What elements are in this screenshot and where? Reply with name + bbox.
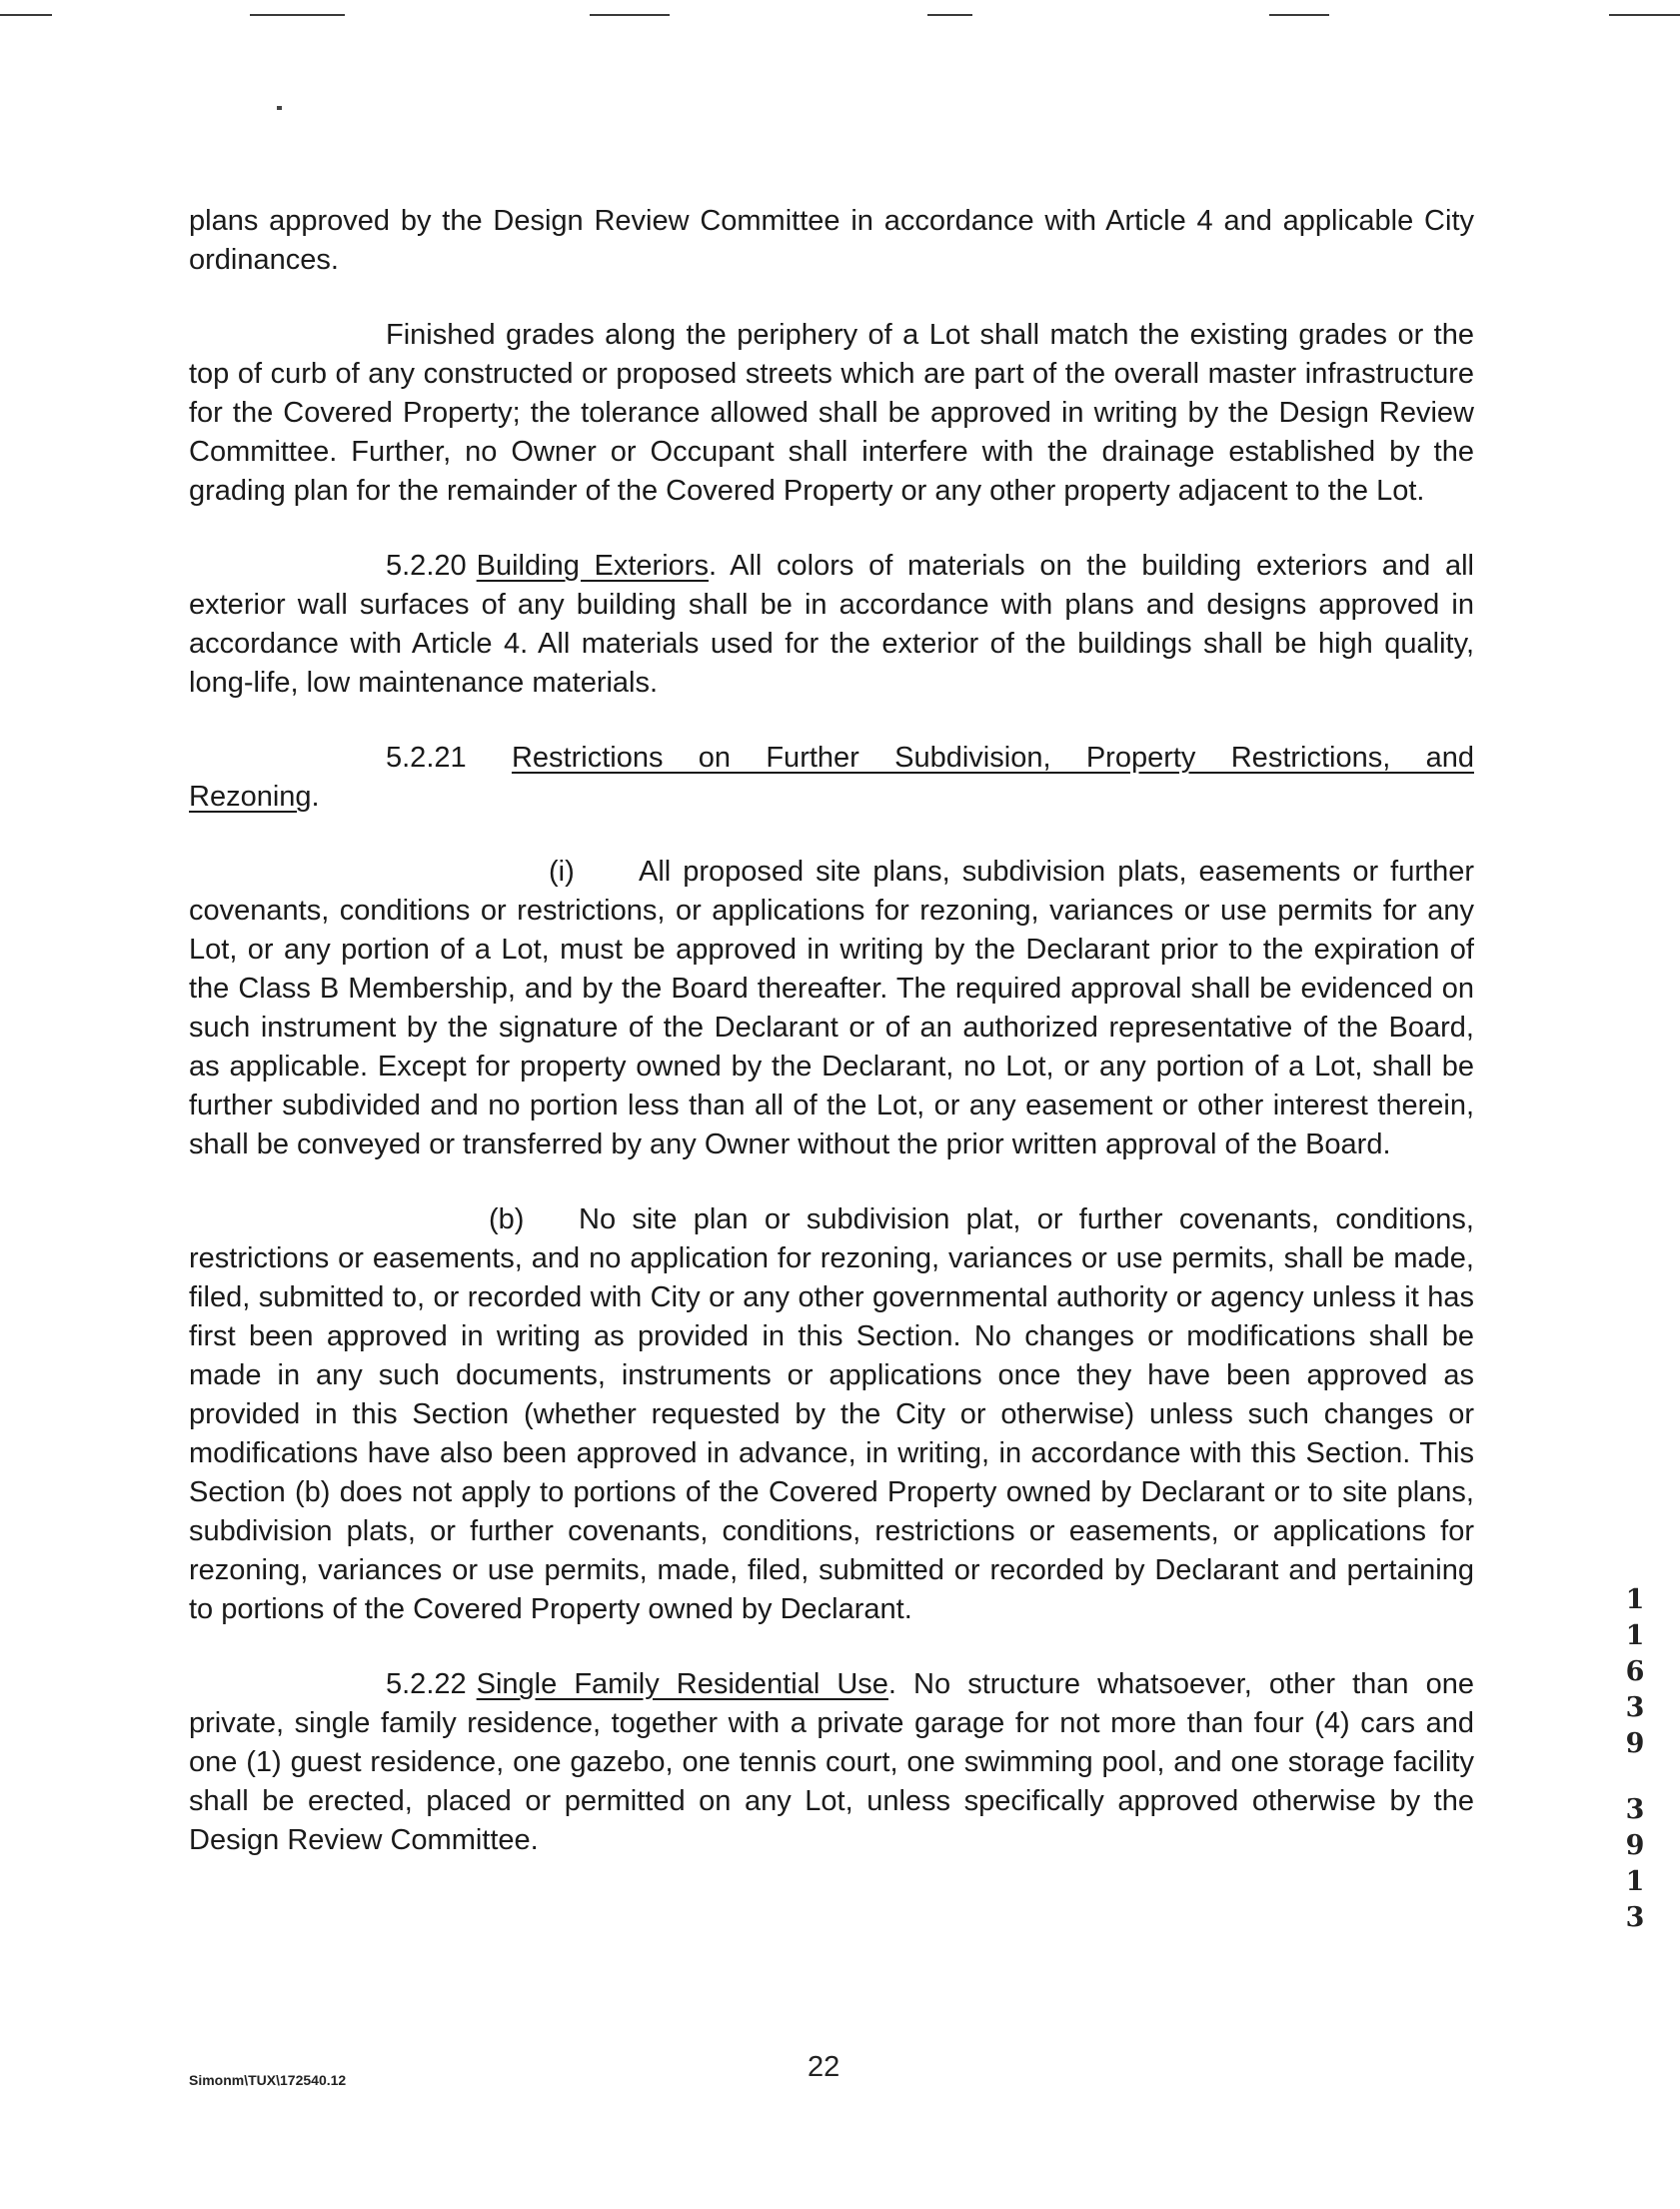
subsection-i <box>189 853 1474 1164</box>
stamp-digit: 3 <box>1625 1692 1645 1723</box>
section-title-continued: Rezoning <box>189 781 312 813</box>
section-number: 5.2.22 <box>386 1668 467 1700</box>
stamp-digit: 1 <box>1625 1866 1645 1897</box>
stamp-digit: 3 <box>1625 1902 1645 1933</box>
stamp-digit: 9 <box>1625 1728 1645 1759</box>
subsection-text: No site plan or subdivision plat, or further covenants, conditions, restrictions or easements, and no application for rezoning, variances or use permits, shall be made, filed, submitted to, or recorded with City or any other governmental authority or agency unless it has first been approved in writing as provided in this Section. No changes or modifications shall be made in any such documents, instruments or applications once they have been approved as provided in this Section (whether requested by the City or otherwise) unless such changes or modifications have also been approved in advance, in writing, in accordance with this Section. This Section (b) does not apply to portions of the Covered Property owned by Declarant or to site plans, subdivision plats, or further covenants, conditions, restrictions or easements, or applications for rezoning, variances or use permits, made, filed, submitted or recorded by Declarant and pertaining to portions of the Covered Property owned by Declarant. <box>189 1203 1474 1625</box>
subsection-b <box>189 1200 1474 1629</box>
grades-paragraph: Finished grades along the periphery of a Lot shall match the existing grades or the top of curb of any constructed or proposed streets which are part of the overall master infrastructure for the Covered Property; the tolerance allowed shall be approved in writing by the Design Review Committee. Further, no Owner or Occupant shall interfere with the drainage established by the grading plan for the remainder of the Covered Property or any other property adjacent to the Lot. <box>189 319 1474 507</box>
section-title: Building Exteriors <box>476 550 709 582</box>
section-text: . No structure whatsoever, other than one private, single family residence, together with a private garage for not more than four (4) cars and one (1) guest residence, one gazebo, one tennis court, one swimming pool, and one storage facility shall be erected, placed or permitted on any Lot, unless specifically approved otherwise by the Design Review Committee. <box>189 1668 1475 1856</box>
section-title: Restrictions on Further Subdivision, Property Restrictions, and <box>511 742 1474 774</box>
section-5-2-21-heading <box>189 739 1474 778</box>
stamp-digit: 3 <box>1625 1794 1645 1825</box>
subsection-label: (i) <box>549 856 575 888</box>
stamp-digit: 1 <box>1625 1620 1645 1651</box>
section-number: 5.2.21 <box>386 742 467 774</box>
section-5-2-20 <box>189 547 1474 703</box>
continuation-paragraph: plans approved by the Design Review Committee in accordance with Article 4 and applicable City ordinances. <box>189 205 1474 276</box>
section-number: 5.2.20 <box>386 550 467 582</box>
section-5-2-21-heading-tail <box>189 778 1474 817</box>
scan-edge-line <box>927 14 972 16</box>
stamp-digit: 1 <box>1625 1584 1645 1615</box>
section-text: . All colors of materials on the building exteriors and all exterior wall surfaces of any building shall be in accordance with plans and designs approved in accordance with Article 4. All materials used for the exterior of the buildings shall be high quality, long-life, low maintenance materials. <box>189 550 1474 699</box>
scan-edge-line <box>1609 14 1680 16</box>
section-title: Single Family Residential Use <box>476 1668 888 1700</box>
page-number: 22 <box>808 2051 840 2083</box>
section-title-period: . <box>311 781 320 813</box>
scan-speck <box>277 106 282 110</box>
subsection-text: All proposed site plans, subdivision plats, easements or further covenants, conditions or restrictions, or applications for rezoning, variances or use permits for any Lot, or any portion of a Lot, must be approved in writing by the Declarant prior to the expiration of the Class B Membership, and by the Board thereafter. The required approval shall be evidenced on such instrument by the signature of the Declarant or of an authorized representative of the Board, as applicable. Except for property owned by the Declarant, no Lot, or any portion of a Lot, shall be further subdivided and no portion less than all of the Lot, or any easement or other interest therein, shall be conveyed or transferred by any Owner without the prior written approval of the Board. <box>189 856 1474 1160</box>
stamp-gap <box>1621 1762 1649 1792</box>
scan-edge-line <box>1269 14 1329 16</box>
scan-edge-line <box>590 14 670 16</box>
document-file-id: Simonm\TUX\172540.12 <box>189 2072 347 2088</box>
scan-edge-line <box>0 14 52 16</box>
stamp-digit: 9 <box>1625 1830 1645 1861</box>
scan-edge-line <box>250 14 345 16</box>
document-body <box>189 202 1474 1896</box>
subsection-label: (b) <box>489 1203 525 1235</box>
recording-number-stamp <box>1621 1582 1649 1936</box>
section-5-2-22 <box>189 1665 1474 1860</box>
stamp-digit: 6 <box>1625 1656 1645 1687</box>
